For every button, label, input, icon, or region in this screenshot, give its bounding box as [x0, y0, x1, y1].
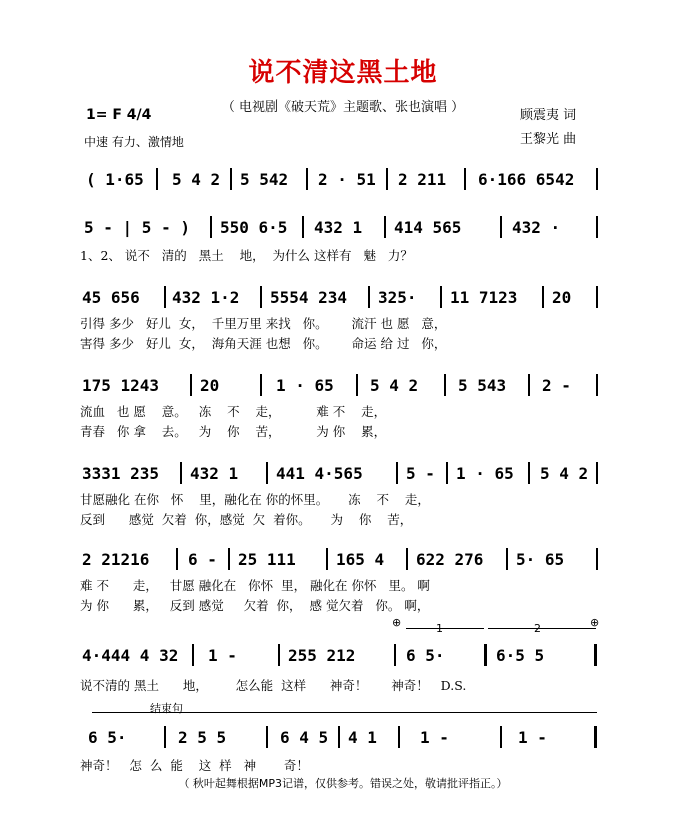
lyric-line: 流血 也 愿 意。 冻 不 走， 难 不 走， [80, 404, 387, 419]
score-row-8 [80, 726, 600, 752]
measure: 432 1 [314, 218, 363, 237]
measure: 622 276 [416, 550, 484, 569]
measure: 5554 234 [270, 288, 348, 307]
measure: 1 - [518, 728, 547, 747]
measure: 2 21216 [82, 550, 150, 569]
composer: 王黎光 曲 [520, 132, 577, 147]
barline [386, 168, 388, 190]
lyric-line: 神奇！ 怎 么 能 这 样 神 奇！ [80, 758, 309, 773]
barline [500, 216, 502, 238]
measure: 2 - [542, 376, 571, 395]
measure: 165 4 [336, 550, 385, 569]
barline [528, 462, 530, 484]
measure: 325· [378, 288, 417, 307]
measure: ( 1·65 [86, 170, 144, 189]
barline [176, 548, 178, 570]
measure: 4·444 4 32 [82, 646, 179, 665]
barline [394, 644, 396, 666]
barline [596, 216, 598, 238]
barline [396, 462, 398, 484]
measure: 1 - [420, 728, 449, 747]
barline [528, 374, 530, 396]
measure: 20 [552, 288, 572, 307]
lyric-line: 1、2、 说不 清的 黑土 地， 为什么 这样有 魅 力？ [80, 248, 413, 263]
barline [164, 726, 166, 748]
lyric-line: 说不清的 黑土 地， 怎么能 这样 神奇！ 神奇！ D.S. [80, 678, 467, 693]
measure: 6 - [188, 550, 217, 569]
measure: 432 1·2 [172, 288, 240, 307]
barline [192, 644, 194, 666]
measure: 2 · 51 [318, 170, 376, 189]
barline [190, 374, 192, 396]
song-title: 说不清这黑土地 [248, 58, 438, 88]
lyric-line: 为 你 累， 反到 感觉 欠着 你， 感 觉欠着 你。 啊， [80, 598, 430, 613]
volta-1-label: 1 [436, 622, 443, 635]
barline [278, 644, 280, 666]
barline [384, 216, 386, 238]
measure: 6·166 6542 [478, 170, 575, 189]
barline [500, 726, 502, 748]
score-row-2 [80, 216, 600, 242]
score-row-5 [80, 462, 600, 488]
barline [230, 168, 232, 190]
barline [542, 286, 544, 308]
measure: 4 1 [348, 728, 377, 747]
barline [596, 168, 598, 190]
barline [260, 286, 262, 308]
barline [210, 216, 212, 238]
volta-bracket-1 [406, 628, 484, 639]
barline [260, 374, 262, 396]
score-row-6 [80, 548, 600, 574]
measure: 175 1243 [82, 376, 160, 395]
measure: 432 1 [190, 464, 239, 483]
barline [266, 462, 268, 484]
volta-bracket-2 [488, 628, 596, 639]
measure: 1 · 65 [276, 376, 334, 395]
barline [356, 374, 358, 396]
barline [446, 462, 448, 484]
measure: 6 5· [406, 646, 445, 665]
measure: 11 7123 [450, 288, 518, 307]
measure: 255 212 [288, 646, 356, 665]
final-barline [594, 726, 597, 748]
barline [444, 374, 446, 396]
volta-2-label: 2 [534, 622, 541, 635]
barline [338, 726, 340, 748]
barline [464, 168, 466, 190]
barline [164, 286, 166, 308]
score-row-1 [80, 168, 600, 194]
measure: 6 5· [88, 728, 127, 747]
barline [266, 726, 268, 748]
measure: 6·5 5 [496, 646, 545, 665]
lyric-line: 害得 多少 好儿 女， 海角天涯 也想 你。 命运 给 过 你， [80, 336, 447, 351]
barline [440, 286, 442, 308]
barline [180, 462, 182, 484]
measure: 5 - [406, 464, 435, 483]
measure: 1 - [208, 646, 237, 665]
measure: 5 4 2 [540, 464, 589, 483]
score-row-4 [80, 374, 600, 400]
barline [596, 374, 598, 396]
barline [368, 286, 370, 308]
lyric-line: 引得 多少 好儿 女， 千里万里 来找 你。 流汗 也 愿 意， [80, 316, 447, 331]
measure: 441 4·565 [276, 464, 363, 483]
measure: 414 565 [394, 218, 462, 237]
measure: 5 4 2 [370, 376, 419, 395]
barline [302, 216, 304, 238]
score-row-3 [80, 286, 600, 312]
repeat-barline [594, 644, 597, 666]
transcription-note: （ 秋叶起舞根据MP3记谱，仅供参考。错误之处，敬请批评指正。） [178, 777, 508, 790]
barline [596, 286, 598, 308]
measure: 5 - | 5 - ) [84, 218, 190, 237]
barline [398, 726, 400, 748]
barline [596, 548, 598, 570]
measure: 2 5 5 [178, 728, 227, 747]
measure: 2 211 [398, 170, 447, 189]
tempo-marking: 中速 有力、激情地 [84, 135, 184, 149]
measure: 550 6·5 [220, 218, 288, 237]
measure: 5 543 [458, 376, 507, 395]
measure: 45 656 [82, 288, 140, 307]
coda-bracket [92, 712, 597, 723]
barline [406, 548, 408, 570]
barline [596, 462, 598, 484]
measure: 25 111 [238, 550, 296, 569]
measure: 432 · [512, 218, 561, 237]
barline [228, 548, 230, 570]
coda-label: 结束句 [150, 702, 183, 715]
measure: 3331 235 [82, 464, 160, 483]
segno-sign: ⊕ [392, 616, 402, 629]
song-subtitle: （ 电视剧《破天荒》主题歌、张也演唱 ） [221, 100, 465, 115]
lyric-line: 反到 感觉 欠着 你，感觉 欠 着你。 为 你 苦， [80, 512, 413, 527]
lyric-line: 青春 你 拿 去。 为 你 苦， 为 你 累， [80, 424, 387, 439]
measure: 5 542 [240, 170, 289, 189]
lyric-line: 甘愿融化 在你 怀 里，融化在 你的怀里。 冻 不 走， [80, 492, 430, 507]
measure: 1 · 65 [456, 464, 514, 483]
barline [506, 548, 508, 570]
measure: 5· 65 [516, 550, 565, 569]
key-signature: 1= F 4/4 [86, 107, 152, 123]
barline [156, 168, 158, 190]
lyricist: 顾震夷 词 [520, 108, 577, 123]
measure: 6 4 5 [280, 728, 329, 747]
barline [326, 548, 328, 570]
measure: 5 4 2 [172, 170, 221, 189]
lyric-line: 难 不 走， 甘愿 融化在 你怀 里， 融化在 你怀 里。 啊 [80, 578, 430, 593]
segno-sign: ⊕ [590, 616, 600, 629]
measure: 20 [200, 376, 220, 395]
score-row-7 [80, 644, 600, 670]
repeat-barline [484, 644, 487, 666]
barline [306, 168, 308, 190]
